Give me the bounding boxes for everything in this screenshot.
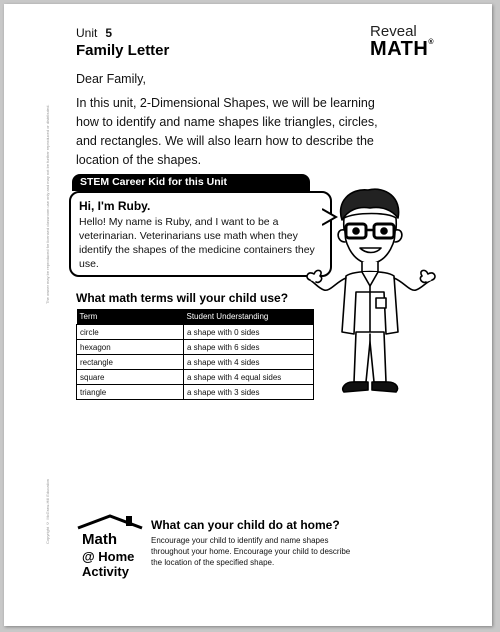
family-letter-page <box>4 4 492 626</box>
unit-number: 5 <box>105 26 113 40</box>
understanding-cell: a shape with 3 sides <box>184 385 314 400</box>
reproduction-note: The owner may be reproduced for licensed classroom use only and may not be further reproduced or distributed. <box>45 104 50 304</box>
ruby-character-illustration <box>306 182 436 412</box>
table-row <box>77 340 314 355</box>
brand-mark: ® <box>428 39 434 46</box>
column-header-term: Term <box>77 309 184 325</box>
unit-label-text: Unit <box>76 26 98 40</box>
stem-title: Hi, I'm Ruby. <box>79 199 151 213</box>
understanding-cell: a shape with 0 sides <box>184 325 314 340</box>
term-cell: hexagon <box>77 340 184 355</box>
math-at-home-logo <box>74 514 146 582</box>
terms-table <box>76 309 314 400</box>
column-header-understanding: Student Understanding <box>184 309 314 325</box>
unit-label <box>76 26 112 40</box>
page-title: Family Letter <box>76 42 170 59</box>
logo-line-1: Math <box>82 531 117 548</box>
stem-header: STEM Career Kid for this Unit <box>72 174 310 191</box>
home-text: Encourage your child to identify and name shapes throughout your home. Encourage your child to describe the location of the specified shape. <box>151 536 351 567</box>
understanding-cell: a shape with 4 sides <box>184 355 314 370</box>
understanding-cell: a shape with 4 equal sides <box>184 370 314 385</box>
term-cell: circle <box>77 325 184 340</box>
terms-heading: What math terms will your child use? <box>76 291 289 305</box>
table-row <box>77 325 314 340</box>
stem-text: Hello! My name is Ruby, and I want to be a veterinarian. Veterinarians use math when they identify the shapes of the medicine containers they use. <box>79 216 315 270</box>
table-row <box>77 370 314 385</box>
copyright-note: Copyright © McGraw-Hill Education <box>45 478 50 544</box>
speech-bubble <box>69 191 332 277</box>
term-cell: triangle <box>77 385 184 400</box>
reveal-math-logo <box>370 24 434 59</box>
letter-intro: In this unit, 2-Dimensional Shapes, we will be learning how to identify and name shapes like triangles, circles, and rectangles. We will also learn how to describe the location of the shapes. <box>76 96 378 167</box>
understanding-cell: a shape with 6 sides <box>184 340 314 355</box>
brand-top: Reveal <box>370 23 417 40</box>
term-cell: square <box>77 370 184 385</box>
term-cell: rectangle <box>77 355 184 370</box>
logo-line-3: Activity <box>82 564 129 579</box>
home-heading: What can your child do at home? <box>151 518 340 532</box>
brand-bottom: MATH <box>370 38 429 60</box>
table-row <box>77 355 314 370</box>
table-row <box>77 385 314 400</box>
letter-greeting: Dear Family, <box>76 72 146 86</box>
logo-line-2: @ Home <box>82 549 135 564</box>
